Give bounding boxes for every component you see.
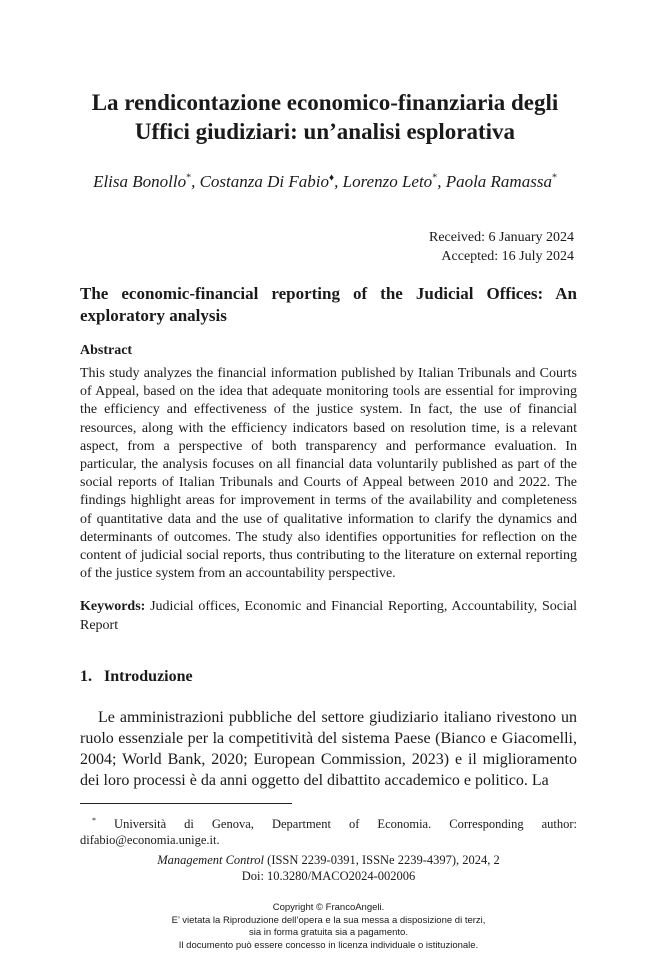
title-line-2: Uffici giudiziari: un’analisi esplorativa (134, 119, 516, 144)
keywords (80, 598, 577, 635)
title-line-1: La rendicontazione economico-finanziaria degli (91, 90, 559, 115)
submission-dates (429, 228, 574, 266)
abstract-heading: Abstract (80, 343, 133, 358)
journal-details: (ISSN 2239-0391, ISSNe 2239-4397), 2024, 2 (267, 853, 500, 867)
author-name: Paola Ramassa (445, 172, 552, 191)
copyright-line: Copyright © FrancoAngeli. (272, 902, 385, 913)
section-number: 1. (80, 668, 92, 685)
section-heading (80, 668, 193, 686)
section-title: Introduzione (104, 668, 193, 685)
copyright-line: sia in forma gratuita sia a pagamento. (249, 927, 408, 938)
accepted-date: Accepted: 16 July 2024 (441, 249, 574, 264)
copyright-notice (80, 902, 577, 952)
author-mark: * (551, 172, 557, 184)
received-date: Received: 6 January 2024 (428, 230, 574, 245)
author-mark: ♦ (329, 172, 335, 184)
footnote-divider (80, 803, 292, 804)
author-mark: * (432, 172, 438, 184)
copyright-line: Il documento può essere concesso in licenza individuale o istituzionale. (178, 939, 479, 951)
author-name: Elisa Bonollo (93, 172, 187, 191)
abstract-text: This study analyzes the financial information published by Italian Tribunals and Courts of Appeal, based on the idea that adequate monitoring tools are essential for improving the efficiency and effectiveness of the justice system. In fact, the use of financial resources, along with the efficiency indicators based on resolution time, is a relevant aspect, from a perspective of both transparency and performance evaluation. In particular, the analysis focuses on all financial data voluntarily published as part of the social reports of Italian Tribunals and Courts of Appeal between 2010 and 2022. The findings highlight areas for improvement in terms of the availability and completeness of quantitative data and the use of qualitative information to clarify the dynamics and determinants of outcomes. The study also identifies opportunities for reflection on the content of judicial social reports, thus contributing to the literature on external reporting of the justice system from an accountability perspective. (80, 366, 577, 582)
journal-info (80, 852, 577, 884)
author-list: Elisa Bonollo*, Costanza Di Fabio♦, Lorenzo Leto*, Paola Ramassa* (93, 172, 557, 191)
intro-paragraph: Le amministrazioni pubbliche del settore giudiziario italiano rivestono un ruolo essenziale per la competitività del sistema Paese (Bianco e Giacomelli, 2004; World Bank, 2020; European Commission, 2023) e il miglioramento dei loro processi è da anni oggetto del dibattito accademico e politico. La (80, 709, 577, 789)
doi: Doi: 10.3280/MACO2024-002006 (241, 869, 416, 883)
copyright-line: E’ vietata la Riproduzione dell’opera e la sua messa a disposizione di terzi, (171, 914, 486, 926)
paper-title (60, 88, 590, 146)
keywords-text: Judicial offices, Economic and Financial Reporting, Accountability, Social Report (80, 599, 577, 633)
footnote-text: Università di Genova, Department of Economia. Corresponding author: difabio@economia.unige.it. (80, 817, 578, 848)
author-name: Lorenzo Leto (342, 172, 433, 191)
keywords-label: Keywords: (80, 599, 146, 614)
author-mark: * (186, 172, 192, 184)
footnote (80, 813, 577, 848)
author-name: Costanza Di Fabio (199, 172, 329, 191)
footnote-mark: * (92, 816, 96, 825)
english-title: The economic-financial reporting of the Judicial Offices: An exploratory analysis (80, 284, 577, 325)
journal-name: Management Control (157, 853, 265, 867)
